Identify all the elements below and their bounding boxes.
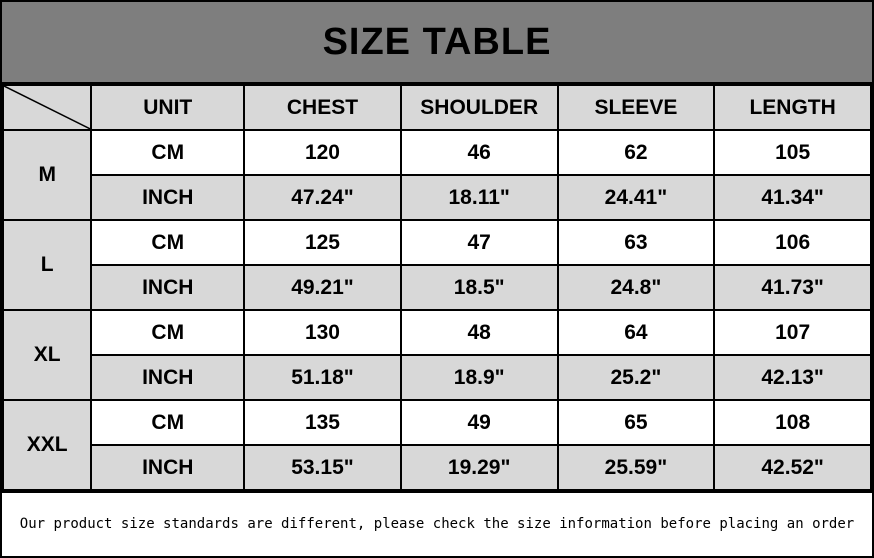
column-header-unit: UNIT [91, 85, 244, 130]
unit-label-inch: INCH [91, 265, 244, 310]
cell-xl-inch-sleeve: 25.2" [558, 355, 715, 400]
cell-m-inch-sleeve: 24.41" [558, 175, 715, 220]
table-row [3, 355, 871, 400]
table-row [3, 220, 871, 265]
cell-l-inch-sleeve: 24.8" [558, 265, 715, 310]
page-title: SIZE TABLE [322, 20, 552, 63]
cell-l-cm-shoulder: 47 [401, 220, 558, 265]
cell-xxl-cm-shoulder: 49 [401, 400, 558, 445]
cell-l-inch-shoulder: 18.5" [401, 265, 558, 310]
cell-xxl-cm-length: 108 [714, 400, 871, 445]
cell-xl-cm-length: 107 [714, 310, 871, 355]
cell-xl-cm-sleeve: 64 [558, 310, 715, 355]
table-row [3, 130, 871, 175]
cell-xl-inch-chest: 51.18" [244, 355, 401, 400]
cell-l-cm-length: 106 [714, 220, 871, 265]
diagonal-divider-icon [4, 86, 90, 129]
table-row [3, 445, 871, 490]
cell-xxl-cm-sleeve: 65 [558, 400, 715, 445]
table-row [3, 265, 871, 310]
cell-xxl-cm-chest: 135 [244, 400, 401, 445]
unit-label-inch: INCH [91, 355, 244, 400]
cell-m-cm-length: 105 [714, 130, 871, 175]
unit-label-cm: CM [91, 310, 244, 355]
size-label-l: L [3, 220, 91, 310]
cell-xxl-inch-sleeve: 25.59" [558, 445, 715, 490]
footer-note: Our product size standards are different, please check the size information before placing an order [19, 516, 855, 533]
cell-xl-cm-chest: 130 [244, 310, 401, 355]
unit-label-cm: CM [91, 220, 244, 265]
cell-xl-cm-shoulder: 48 [401, 310, 558, 355]
cell-xxl-inch-length: 42.52" [714, 445, 871, 490]
cell-l-inch-chest: 49.21" [244, 265, 401, 310]
cell-xl-inch-shoulder: 18.9" [401, 355, 558, 400]
size-table [2, 84, 872, 491]
size-label-xxl: XXL [3, 400, 91, 490]
cell-m-cm-sleeve: 62 [558, 130, 715, 175]
cell-m-cm-chest: 120 [244, 130, 401, 175]
unit-label-cm: CM [91, 130, 244, 175]
column-header-length: LENGTH [714, 85, 871, 130]
table-row [3, 175, 871, 220]
table-header-row [3, 85, 871, 130]
cell-m-inch-length: 41.34" [714, 175, 871, 220]
cell-l-inch-length: 41.73" [714, 265, 871, 310]
table-row [3, 310, 871, 355]
column-header-chest: CHEST [244, 85, 401, 130]
cell-xxl-inch-chest: 53.15" [244, 445, 401, 490]
column-header-sleeve: SLEEVE [558, 85, 715, 130]
corner-cell [3, 85, 91, 130]
cell-m-cm-shoulder: 46 [401, 130, 558, 175]
unit-label-inch: INCH [91, 445, 244, 490]
title-bar [2, 2, 872, 84]
size-label-m: M [3, 130, 91, 220]
size-label-xl: XL [3, 310, 91, 400]
cell-m-inch-shoulder: 18.11" [401, 175, 558, 220]
cell-l-cm-chest: 125 [244, 220, 401, 265]
cell-xl-inch-length: 42.13" [714, 355, 871, 400]
cell-l-cm-sleeve: 63 [558, 220, 715, 265]
cell-xxl-inch-shoulder: 19.29" [401, 445, 558, 490]
cell-m-inch-chest: 47.24" [244, 175, 401, 220]
footer-note-area [2, 491, 872, 556]
unit-label-inch: INCH [91, 175, 244, 220]
column-header-shoulder: SHOULDER [401, 85, 558, 130]
table-row [3, 400, 871, 445]
unit-label-cm: CM [91, 400, 244, 445]
